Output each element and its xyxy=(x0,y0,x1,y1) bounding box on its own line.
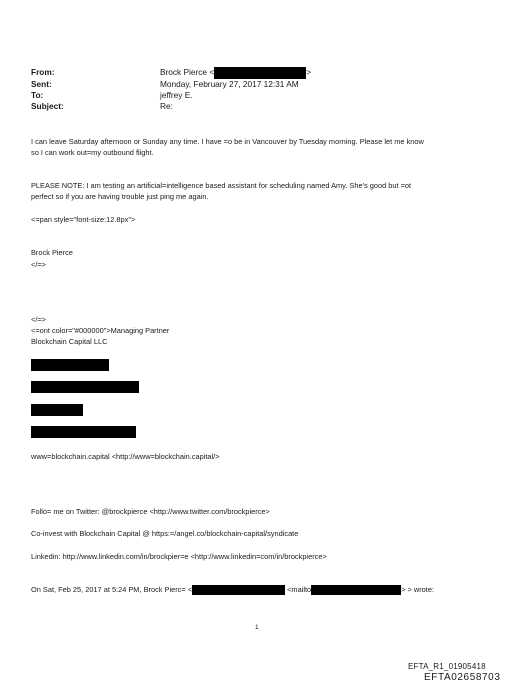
body-p2-line2: perfect so if you are having trouble just ping me again. xyxy=(31,192,209,201)
quote-start: On Sat, Feb 25, 2017 at 5:24 PM, Brock Pierc= < xyxy=(31,585,193,594)
coinvest-line: Co-invest with Blockchain Capital @ https:=/angel.co/blockchain-capital/syndicate xyxy=(31,529,299,538)
redaction-box xyxy=(214,67,306,79)
linkedin-line: Linkedin: http://www.linkedin.com/in/brockpier=e <http://www.linkedin=com/in/brockpierce> xyxy=(31,552,327,561)
quote-end: > > wrote: xyxy=(401,585,435,594)
from-label: From: xyxy=(31,67,55,77)
close-tag-1: </=> xyxy=(31,260,47,269)
bates-number-large: EFTA02658703 xyxy=(424,672,501,683)
subject-value: Re: xyxy=(160,101,173,111)
body-p2-line1: PLEASE NOTE: I am testing an artificial=intelligence based assistant for scheduling named Amy. She's good but =ot xyxy=(31,181,412,190)
signature-name: Brock Pierce xyxy=(31,248,73,257)
body-p1-line1: I can leave Saturday afternoon or Sunday any time. I have =o be in Vancouver by Tuesday morning. Please let me know xyxy=(31,137,424,146)
redaction-block-4 xyxy=(31,426,136,438)
redaction-block-3 xyxy=(31,404,83,416)
close-tag-2: </=> xyxy=(31,315,47,324)
sent-label: Sent: xyxy=(31,79,52,89)
font-tag-title: <=ont color="#000000">Managing Partner xyxy=(31,326,170,335)
website-line: www=blockchain.capital <http://www=blockchain.capital/> xyxy=(31,452,220,461)
sent-value: Monday, February 27, 2017 12:31 AM xyxy=(160,79,299,89)
from-value xyxy=(160,67,311,79)
redaction-box xyxy=(311,585,401,595)
quote-mailto: <mailto xyxy=(287,585,312,594)
subject-label: Subject: xyxy=(31,101,64,111)
redaction-box xyxy=(192,585,285,595)
span-tag-text: <=pan style="font-size:12.8px"> xyxy=(31,215,136,224)
company-name: Blockchain Capital LLC xyxy=(31,337,108,346)
to-label: To: xyxy=(31,90,44,100)
from-name: Brock Pierce < xyxy=(160,67,215,78)
redaction-block-2 xyxy=(31,381,139,393)
twitter-line: Follo= me on Twitter: @brockpierce <http://www.twitter.com/brockpierce> xyxy=(31,507,270,516)
page-number: 1 xyxy=(255,624,259,631)
bates-number-small: EFTA_R1_01905418 xyxy=(408,662,486,671)
from-close: > xyxy=(306,67,312,78)
quoted-reply-line xyxy=(31,585,434,595)
redaction-block-1 xyxy=(31,359,109,371)
to-value: jeffrey E. xyxy=(160,90,193,100)
body-p1-line2: so I can work out=my outbound flight. xyxy=(31,148,154,157)
